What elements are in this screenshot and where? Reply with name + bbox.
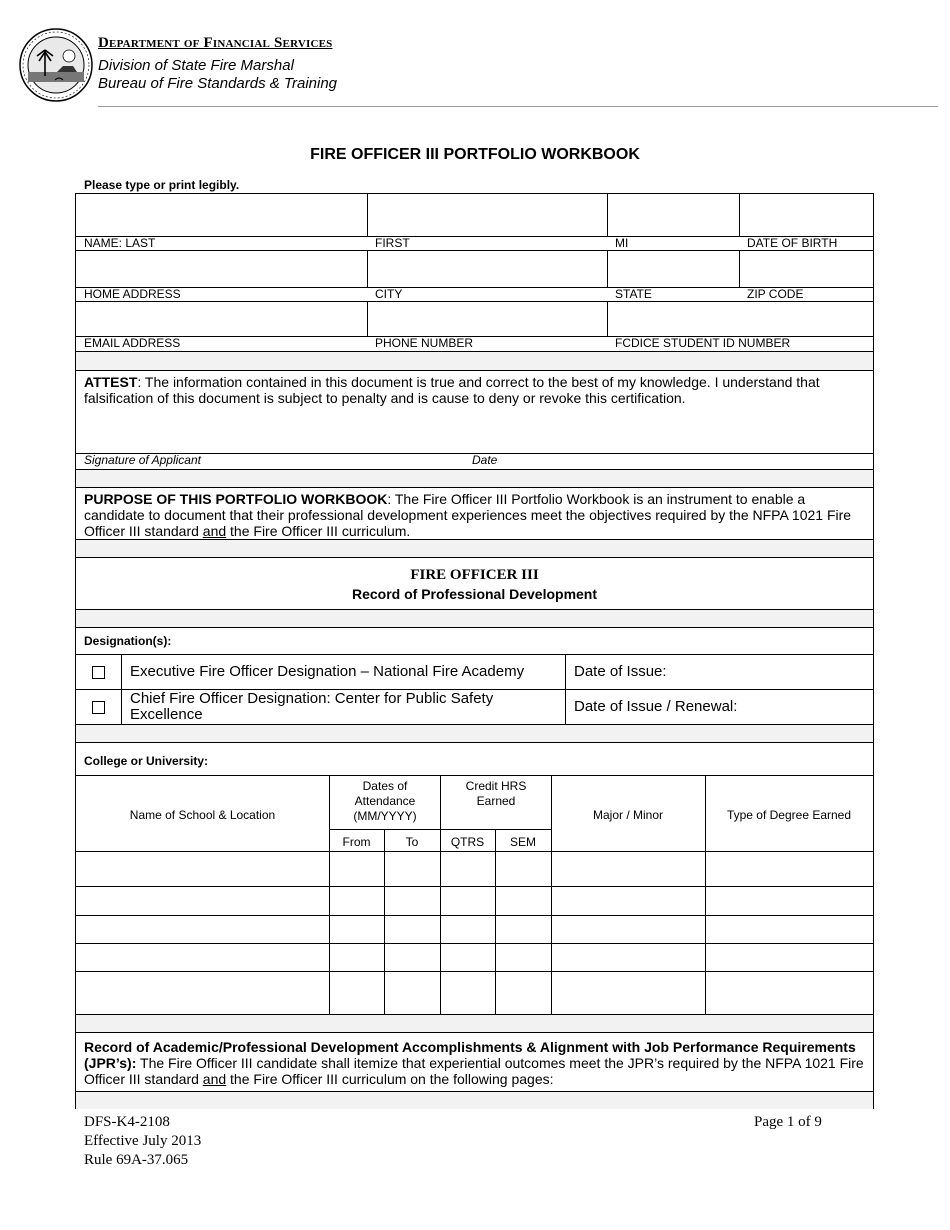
designations-label: Designation(s): <box>84 634 172 648</box>
divider <box>329 775 330 1014</box>
school-column-header: Name of School & Location <box>129 808 276 822</box>
separator-band <box>76 469 873 487</box>
divider <box>739 250 740 287</box>
department-name: Department of Financial Services <box>98 35 333 51</box>
divider <box>607 194 608 237</box>
rule <box>76 851 873 852</box>
divider <box>367 301 368 336</box>
efo-date-of-issue-label: Date of Issue: <box>574 663 667 680</box>
rule <box>76 351 873 352</box>
rule <box>76 775 873 776</box>
form-number: DFS-K4-2108 <box>84 1114 170 1130</box>
separator-band <box>76 1014 873 1032</box>
rule <box>76 971 873 972</box>
bureau-name: Bureau of Fire Standards & Training <box>98 75 338 92</box>
divider <box>384 829 385 1014</box>
divider <box>495 829 496 1014</box>
state-label: STATE <box>615 287 652 301</box>
rule-number: Rule 69A-37.065 <box>84 1152 189 1168</box>
date-label: Date <box>472 453 498 467</box>
division-name: Division of State Fire Marshal <box>98 57 294 74</box>
academic-record-statement: Record of Academic/Professional Development Accomplishments & Alignment with Job Performance Requirements (JPR’s): The Fire Officer III candidate shall itemize that experiential outcomes meet the JPR’s required by the NFPA 1021 Fire Officer III standard and the Fire Officer III curriculum on the following pages: <box>84 1039 864 1087</box>
rule <box>76 1014 873 1015</box>
record-heading-subtitle: Record of Professional Development <box>351 586 598 602</box>
rule <box>76 915 873 916</box>
separator-band <box>76 609 873 627</box>
divider <box>607 250 608 287</box>
student-id-label: FCDICE STUDENT ID NUMBER <box>615 336 791 350</box>
qtrs-column-header: QTRS <box>450 835 485 849</box>
sem-column-header: SEM <box>509 835 536 849</box>
degree-column-header: Type of Degree Earned <box>726 808 852 822</box>
divider <box>607 301 608 336</box>
phone-number-label: PHONE NUMBER <box>375 336 474 350</box>
rule <box>329 829 551 830</box>
efo-designation-label: Executive Fire Officer Designation – National Fire Academy <box>130 663 525 680</box>
email-address-label: EMAIL ADDRESS <box>84 336 181 350</box>
rule <box>76 557 873 558</box>
divider <box>440 775 441 1014</box>
purpose-statement: PURPOSE OF THIS PORTFOLIO WORKBOOK: The Fire Officer III Portfolio Workbook is an instrument to enable a candidate to document that their professional development experiences meet the objectives required by the NFPA 1021 Fire Officer III standard and the Fire Officer III curriculum. <box>84 491 852 539</box>
rule <box>76 627 873 628</box>
college-label: College or University: <box>84 754 209 768</box>
credit-column-header: Credit HRS Earned <box>465 779 527 808</box>
home-address-label: HOME ADDRESS <box>84 287 181 301</box>
instructions: Please type or print legibly. <box>84 178 240 192</box>
cfo-designation-checkbox[interactable] <box>92 701 105 714</box>
separator-band <box>76 1091 873 1109</box>
record-heading-title: FIRE OFFICER III <box>410 567 539 583</box>
dates-column-header: Dates of Attendance (MM/YYYY) <box>353 779 417 823</box>
zip-code-label: ZIP CODE <box>747 287 804 301</box>
rule <box>76 1091 873 1092</box>
rule <box>76 742 873 743</box>
rule <box>76 943 873 944</box>
effective-date: Effective July 2013 <box>84 1133 202 1149</box>
page-title: FIRE OFFICER III PORTFOLIO WORKBOOK <box>310 146 640 163</box>
last-name-label: NAME: LAST <box>84 236 156 250</box>
rule <box>76 250 873 251</box>
form-frame <box>75 193 874 1109</box>
cfo-designation-label: Chief Fire Officer Designation: Center for Public Safety Excellence <box>130 690 494 723</box>
rule <box>76 724 873 725</box>
rule <box>76 886 873 887</box>
divider <box>121 654 122 724</box>
divider <box>367 194 368 237</box>
rule <box>76 654 873 655</box>
major-column-header: Major / Minor <box>592 808 663 822</box>
separator-band <box>76 539 873 557</box>
to-column-header: To <box>405 835 419 849</box>
separator-band <box>76 724 873 742</box>
city-label: CITY <box>375 287 403 301</box>
from-column-header: From <box>342 835 371 849</box>
divider <box>739 194 740 237</box>
date-of-birth-label: DATE OF BIRTH <box>747 236 838 250</box>
rule <box>76 301 873 302</box>
header-divider <box>98 106 938 107</box>
separator-band <box>76 352 873 370</box>
page-number: Page 1 of 9 <box>754 1114 822 1130</box>
rule <box>76 370 873 371</box>
first-name-label: FIRST <box>375 236 410 250</box>
rule <box>76 1032 873 1033</box>
state-seal-icon <box>19 28 93 102</box>
divider <box>367 250 368 287</box>
rule <box>76 539 873 540</box>
divider <box>565 654 566 724</box>
cfo-date-of-issue-label: Date of Issue / Renewal: <box>574 698 738 715</box>
rule <box>76 469 873 470</box>
rule <box>76 487 873 488</box>
middle-initial-label: MI <box>615 236 629 250</box>
efo-designation-checkbox[interactable] <box>92 666 105 679</box>
rule <box>76 609 873 610</box>
attest-statement: ATTEST: The information contained in this document is true and correct to the best of my knowledge. I understand that falsification of this document is subject to penalty and is cause to deny or revoke this certification. <box>84 374 820 406</box>
signature-label: Signature of Applicant <box>84 453 201 467</box>
